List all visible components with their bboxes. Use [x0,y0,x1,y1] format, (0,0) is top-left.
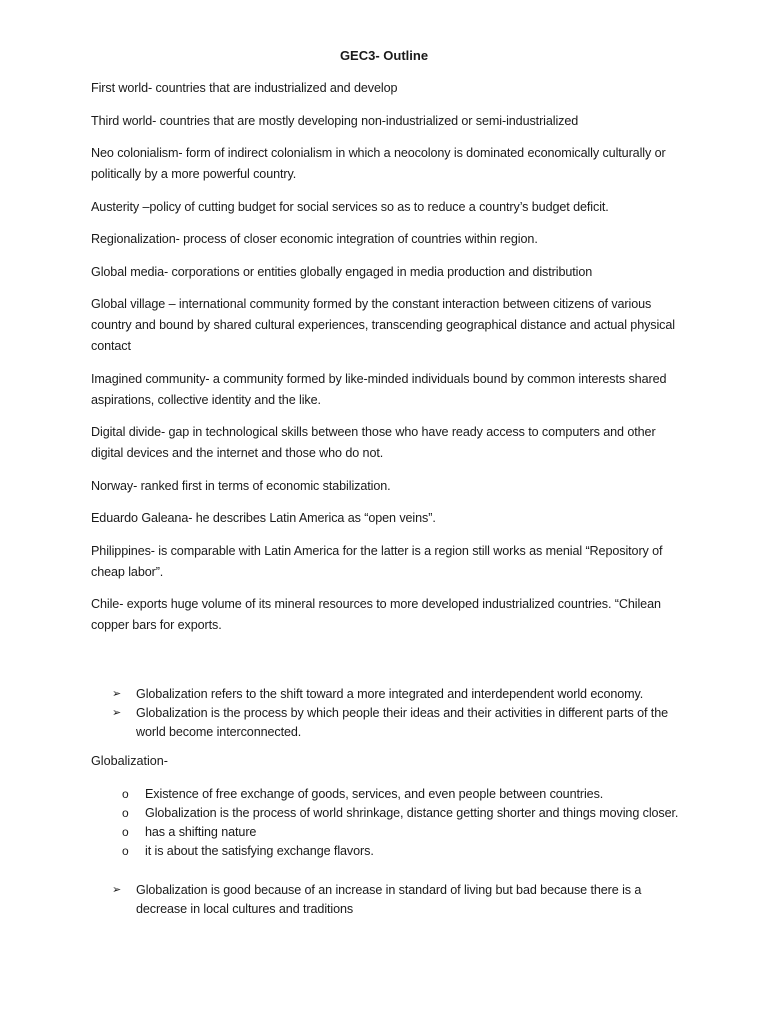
document-title: GEC3- Outline [339,48,429,63]
arrow-bullet-list-bottom [112,881,672,919]
arrow-bullet-text: Globalization is good because of an increase in standard of living but bad because there is a decrease in local cultures and traditions [136,883,642,916]
definition-item: Norway- ranked first in terms of economic stabilization. [91,478,391,493]
circle-bullet-item [122,785,682,804]
circle-bullet-text: Existence of free exchange of goods, services, and even people between countries. [145,787,604,801]
circle-bullet-text: has a shifting nature [145,825,257,839]
definition-item: Eduardo Galeana- he describes Latin America as “open veins”. [91,511,436,525]
definition-item: Global media- corporations or entities globally engaged in media production and distribution [91,264,593,279]
definition-item: Philippines- is comparable with Latin America for the latter is a region still works as menial “Repository of cheap labor”. [91,543,663,579]
arrow-bullet-item [112,704,672,742]
definition-item: Global village – international community formed by the constant interaction between citizens of various country and bound by shared cultural experiences, transcending geographical distance and actual physical contact [91,297,675,353]
globalization-subheading: Globalization- [91,754,169,768]
circle-bullet-text: it is about the satisfying exchange flavors. [145,844,374,858]
definition-item: Imagined community- a community formed by like-minded individuals bound by common interests shared aspirations, collective identity and the like. [91,371,667,407]
arrow-bullet-icon: ➢ [112,707,122,719]
circle-bullet-item [122,842,682,861]
circle-bullet-list [122,785,682,861]
definition-item: Neo colonialism- form of indirect colonialism in which a neocolony is dominated economically culturally or politically by a more powerful country. [91,146,666,181]
definition-item: Chile- exports huge volume of its mineral resources to more developed industrialized countries. “Chilean copper bars for exports. [91,597,661,632]
arrow-bullet-icon: ➢ [112,688,122,700]
definitions-list [91,78,691,648]
circle-bullet-icon: o [122,806,129,820]
arrow-bullet-list-top [112,685,672,742]
circle-bullet-item [122,823,682,842]
arrow-bullet-text: Globalization refers to the shift toward a more integrated and interdependent world economy. [136,687,644,701]
definition-item: Regionalization- process of closer economic integration of countries within region. [91,232,538,246]
circle-bullet-icon: o [122,787,129,801]
circle-bullet-icon: o [122,844,129,858]
definition-item: First world- countries that are industrialized and develop [91,81,398,95]
arrow-bullet-text: Globalization is the process by which people their ideas and their activities in different parts of the world become interconnected. [136,706,669,739]
definition-item: Austerity –policy of cutting budget for social services so as to reduce a country’s budget deficit. [91,199,609,214]
circle-bullet-item [122,804,682,823]
arrow-bullet-item [112,881,672,919]
arrow-bullet-icon: ➢ [112,884,122,896]
circle-bullet-text: Globalization is the process of world shrinkage, distance getting shorter and things moving closer. [145,806,679,820]
definition-item: Third world- countries that are mostly developing non-industrialized or semi-industrialized [91,113,579,128]
arrow-bullet-item [112,685,672,704]
definition-item: Digital divide- gap in technological skills between those who have ready access to computers and other digital devices and the internet and those who do not. [91,425,656,460]
circle-bullet-icon: o [122,825,129,839]
